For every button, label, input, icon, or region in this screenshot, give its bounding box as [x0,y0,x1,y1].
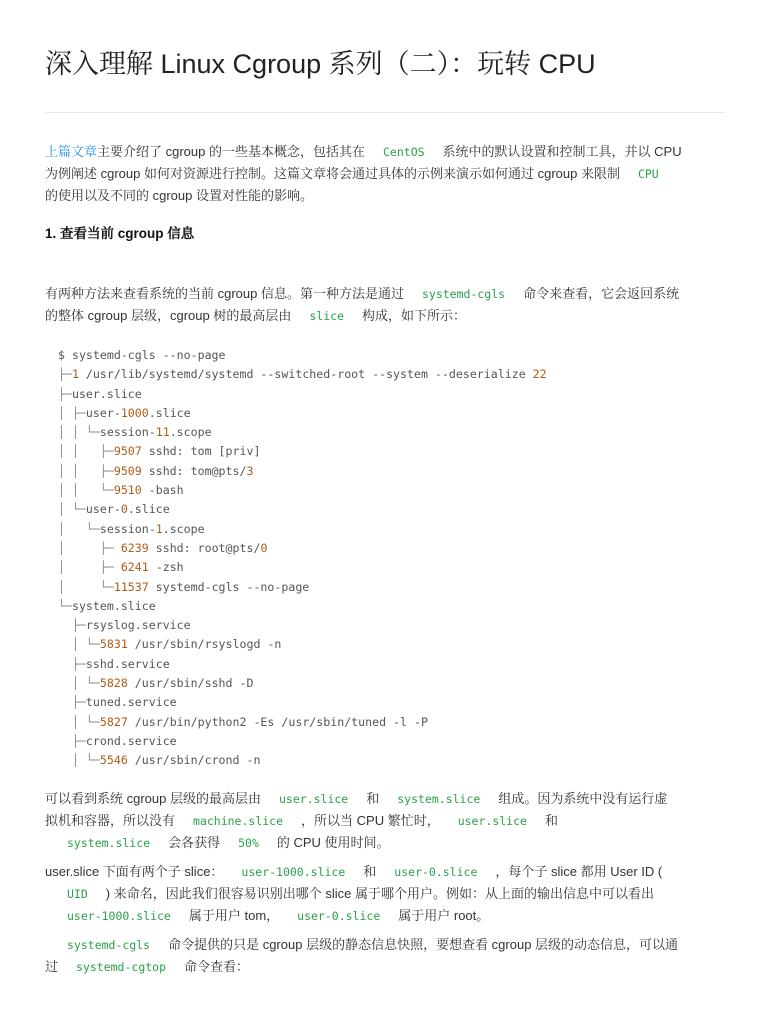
code-line [58,713,547,732]
cgtop-line-1 [45,934,729,956]
code-cpu: CPU [637,167,659,181]
intro-line-1 [45,141,729,163]
code-number: 6241 [120,560,149,575]
uid-text-3: ，每个子 slice 都用 User ID ( [495,864,663,879]
intro-line-2 [45,163,729,185]
code-line [58,693,547,712]
uid-line-3 [45,905,729,927]
code-text: /usr/lib/systemd/systemd --switched-root --system --deserialize [78,367,533,382]
code-line [58,578,547,597]
code-line [58,751,547,770]
tree-connector: └─ [58,598,72,613]
code-line [58,462,547,481]
slice-line-2 [45,810,729,832]
code-number: 5828 [99,676,128,691]
code-line [58,385,547,404]
previous-article-link[interactable]: 上篇文章 [45,144,98,159]
code-number: 1000 [120,405,149,420]
tree-connector: │ ├─ [58,540,121,555]
code-fifty-percent: 50% [238,836,259,850]
code-line [58,558,547,577]
cgls-text-4: 构成，如下所示： [361,308,466,323]
code-text: tuned.service [85,695,177,710]
slice-text-4: 拟机和容器，所以没有 [45,813,176,828]
cgls-line-1 [45,283,729,305]
cgls-line-2 [45,305,729,327]
code-line [58,481,547,500]
slice-text-6: 和 [544,813,558,828]
code-number: 9510 [113,483,142,498]
tree-connector: │ └─ [58,521,100,536]
code-number: 9507 [113,444,142,459]
code-centos: CentOS [383,145,425,159]
code-text: system.slice [71,598,156,613]
code-text: sshd: root@pts/ [148,540,261,555]
tree-connector: │ ├─ [58,405,86,420]
cgtop-text-1: 命令提供的只是 cgroup 层级的静态信息快照，要想查看 cgroup 层级的动态信息，可以通 [168,937,679,952]
code-user-1000-slice-2: user-1000.slice [67,909,171,923]
code-number-suffix: 3 [246,463,254,478]
code-system-slice: system.slice [397,792,481,806]
tree-connector: ├─ [58,695,86,710]
code-text-suffix: .slice [127,502,170,517]
code-block [58,346,547,771]
uid-paragraph [45,861,729,927]
code-user-slice-2: user.slice [457,814,527,828]
tree-connector: │ │ └─ [58,425,100,440]
code-text: rsyslog.service [85,618,191,633]
code-line [58,520,547,539]
tree-connector: │ └─ [58,753,100,768]
code-text: session- [99,425,156,440]
slice-line-1 [45,788,729,810]
cgls-paragraph [45,283,729,327]
code-text-suffix: .scope [162,521,205,536]
uid-text-1: user.slice 下面有两个子 slice： [45,864,224,879]
code-line [58,539,547,558]
code-text: user- [85,502,121,517]
slice-text-2: 和 [366,791,380,806]
code-number: 0 [120,502,128,517]
code-text-suffix: .scope [169,425,212,440]
cgtop-text-2: 过 [45,959,59,974]
code-text: /usr/sbin/sshd -D [127,676,254,691]
code-number: 5546 [99,753,128,768]
cgls-text-1: 有两种方法来查看系统的当前 cgroup 信息。第一种方法是通过 [45,286,404,301]
code-systemd-cgls-2: systemd-cgls [67,938,151,952]
tree-connector: │ │ └─ [58,483,114,498]
code-number: 9509 [113,463,142,478]
code-systemd-cgls: systemd-cgls [421,287,506,301]
code-user-0-slice: user-0.slice [394,865,478,879]
tree-connector: ├─ [58,386,72,401]
cgtop-line-2 [45,956,729,978]
intro-text-1: 主要介绍了 cgroup 的一些基本概念，包括其在 [97,144,365,159]
code-text: user- [85,405,121,420]
slice-text-8: 的 CPU 使用时间。 [276,835,390,850]
code-number: 1 [71,367,79,382]
intro-text-2: 系统中的默认设置和控制工具，并以 CPU [442,144,682,159]
code-systemd-cgtop: systemd-cgtop [76,960,167,974]
code-text: sshd: tom [priv] [141,444,261,459]
cgtop-paragraph [45,934,729,978]
tree-connector: ├─ [58,656,86,671]
intro-text-4: 的使用以及不同的 cgroup 设置对性能的影响。 [45,188,313,203]
code-number-suffix: 22 [532,367,547,382]
code-number: 5831 [99,637,128,652]
code-number: 1 [155,521,163,536]
code-line [58,616,547,635]
code-number: 5827 [99,714,128,729]
code-user-0-slice-2: user-0.slice [297,909,381,923]
code-number: 11 [155,425,170,440]
code-system-slice-2: system.slice [67,836,151,850]
tree-connector: │ ├─ [58,560,121,575]
uid-line-1 [45,861,729,883]
code-text: systemd-cgls --no-page [148,579,310,594]
code-text: /usr/sbin/crond -n [127,753,261,768]
code-machine-slice: machine.slice [193,814,284,828]
code-line [58,500,547,519]
cgtop-text-3: 命令查看： [184,959,250,974]
code-text: /usr/sbin/rsyslogd -n [127,637,282,652]
slice-paragraph [45,788,729,854]
code-text: crond.service [85,733,177,748]
tree-connector: │ └─ [58,637,100,652]
code-line [58,732,547,751]
code-text: sshd: tom@pts/ [141,463,247,478]
code-line [58,635,547,654]
code-line [58,674,547,693]
code-text: /usr/bin/python2 -Es /usr/sbin/tuned -l -P [127,714,428,729]
tree-connector: │ │ ├─ [58,444,114,459]
code-text: user.slice [71,386,142,401]
code-uid: UID [67,887,88,901]
intro-paragraph [45,141,729,207]
code-text: session- [99,521,156,536]
code-text: -zsh [148,560,184,575]
tree-connector: ├─ [58,733,86,748]
code-number-suffix: 0 [260,540,268,555]
tree-connector: │ └─ [58,676,100,691]
uid-text-2: 和 [363,864,377,879]
code-line [58,597,547,616]
code-line [58,346,547,365]
code-slice: slice [309,309,344,323]
code-text: $ systemd-cgls --no-page [58,348,226,362]
code-line [58,365,547,384]
uid-line-2 [45,883,729,905]
code-user-1000-slice: user-1000.slice [241,865,346,879]
section-heading: 1. 查看当前 cgroup 信息 [45,226,195,241]
code-user-slice: user.slice [278,792,349,806]
article-title: 深入理解 Linux Cgroup 系列（二）：玩转 CPU [45,49,596,79]
slice-text-5: ，所以当 CPU 繁忙时， [301,813,440,828]
tree-connector: │ └─ [58,502,86,517]
cgls-text-2: 命令来查看，它会返回系统 [523,286,680,301]
tree-connector: ├─ [58,367,72,382]
code-number: 11537 [113,579,149,594]
code-line [58,404,547,423]
code-line [58,655,547,674]
slice-text-3: 组成。因为系统中没有运行虚 [498,791,668,806]
tree-connector: │ └─ [58,579,114,594]
uid-text-4: ) 来命名，因此我们很容易识别出哪个 slice 属于哪个用户。例如：从上面的输出信息中可以看出 [105,886,654,901]
code-line [58,442,547,461]
code-text-suffix: .slice [148,405,191,420]
tree-connector: │ └─ [58,714,100,729]
intro-text-3: 为例阐述 cgroup 如何对资源进行控制。这篇文章将会通过具体的示例来演示如何通过 cgroup 来限制 [45,166,620,181]
code-text: -bash [141,483,184,498]
title-divider [45,112,725,113]
code-number: 6239 [120,540,149,555]
tree-connector: │ │ ├─ [58,463,114,478]
intro-line-3 [45,185,729,207]
slice-text-1: 可以看到系统 cgroup 层级的最高层由 [45,791,261,806]
uid-text-6: 属于用户 root。 [398,908,490,923]
tree-connector: ├─ [58,618,86,633]
cgls-text-3: 的整体 cgroup 层级，cgroup 树的最高层由 [45,308,292,323]
code-text: sshd.service [85,656,170,671]
slice-line-3 [45,832,729,854]
uid-text-5: 属于用户 tom， [188,908,280,923]
code-line [58,423,547,442]
slice-text-7: 会各获得 [168,835,221,850]
